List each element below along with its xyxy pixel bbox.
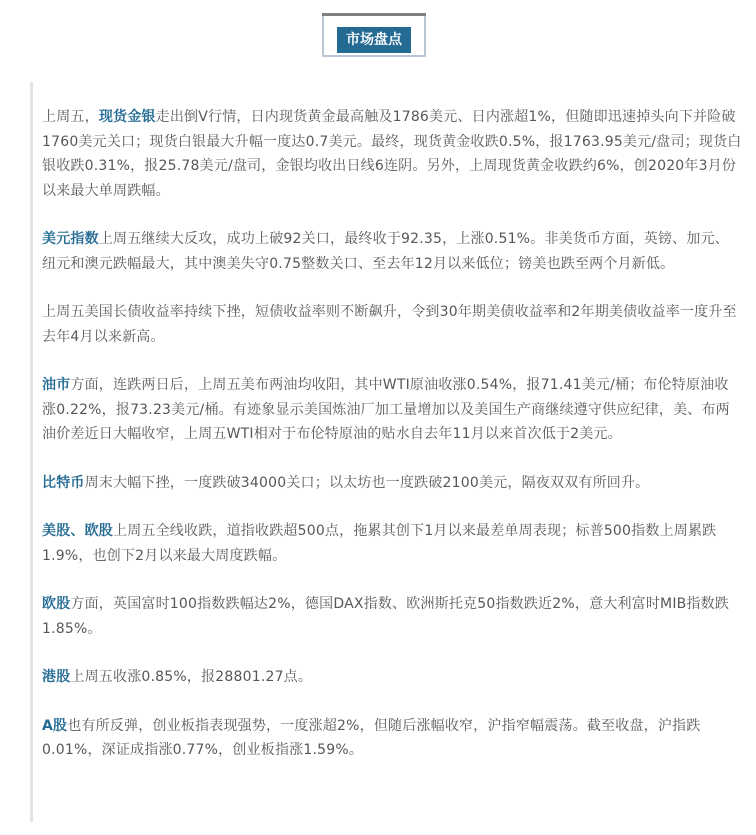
paragraph-oil xyxy=(42,373,742,447)
para-keyword: 比特币 xyxy=(42,474,85,491)
para-keyword: A股 xyxy=(42,717,68,734)
title-outline xyxy=(322,16,426,57)
para-keyword: 美元指数 xyxy=(42,231,99,247)
paragraph-hk-stocks xyxy=(42,665,742,690)
para-text: 方面，连跌两日后，上周五美布两油均收阳，其中WTI原油收涨0.54%，报71.41美元/桶；布伦特原油收涨0.22%，报73.23美元/桶。有迹象显示美国炼油厂加工量增加以及美国生产商继续遵守供应纪律，美、布两油价差近日大幅收窄，上周五WTI相对于布伦特原油的贴水自去年11月以来首次低于2美元。 xyxy=(42,377,730,442)
para-keyword: 油市 xyxy=(42,377,71,393)
para-text: 上周五全线收跌，道指收跌超500点，拖累其创下1月以来最差单周表现；标普500指数上周累跌1.9%，也创下2月以来最大周度跌幅。 xyxy=(42,523,717,564)
para-text: 方面，英国富时100指数跌幅达2%，德国DAX指数、欧洲斯托克50指数跌近2%，意大利富时MIB指数跌1.85%。 xyxy=(42,596,730,637)
paragraph-bitcoin xyxy=(42,471,742,496)
para-keyword: 美股、欧股 xyxy=(42,523,113,539)
para-text: 上周五美国长债收益率持续下挫，短债收益率则不断飙升，令到30年期美债收益率和2年期美债收益率一度升至去年4月以来新高。 xyxy=(42,304,737,345)
para-text: 周末大幅下挫，一度跌破34000关口；以太坊也一度跌破2100美元，隔夜双双有所回升。 xyxy=(84,474,650,491)
paragraph-us-eu-stocks xyxy=(42,519,742,568)
paragraph-metals xyxy=(42,105,742,203)
para-prefix: 上周五， xyxy=(42,109,99,125)
section-title-frame xyxy=(322,13,426,59)
article-body xyxy=(42,105,742,787)
paragraph-usd-index xyxy=(42,227,742,276)
para-text: 也有所反弹，创业板指表现强势，一度涨超2%，但随后涨幅收窄，沪指窄幅震荡。截至收盘，沪指跌0.01%，深证成指涨0.77%，创业板指涨1.59%。 xyxy=(42,717,701,758)
paragraph-eu-stocks xyxy=(42,592,742,641)
para-text: 上周五继续大反攻，成功上破92关口，最终收于92.35，上涨0.51%。非美货币方面，英镑、加元、纽元和澳元跌幅最大，其中澳美失守0.75整数关口、至去年12月以来低位；镑美也跌至两个月新低。 xyxy=(42,231,729,272)
paragraph-treasury xyxy=(42,300,742,349)
para-keyword: 港股 xyxy=(42,669,71,685)
para-text: 上周五收涨0.85%，报28801.27点。 xyxy=(70,669,313,685)
paragraph-a-shares xyxy=(42,714,742,763)
section-title: 市场盘点 xyxy=(337,27,411,53)
para-text: 走出倒V行情，日内现货黄金最高触及1786美元、日内涨超1%，但随即迅速掉头向下并险破1760美元关口；现货白银最大升幅一度达0.7美元。最终，现货黄金收跌0.5%，报1763.95美元/盘司；现货白银收跌0.31%，报25.78美元/盘司，金银均收出日线6连阴。另外，上周现货黄金收跌约6%，创2020年3月份以来最大单周跌幅。 xyxy=(42,109,742,199)
para-keyword: 现货金银 xyxy=(98,109,156,125)
para-keyword: 欧股 xyxy=(42,596,71,612)
